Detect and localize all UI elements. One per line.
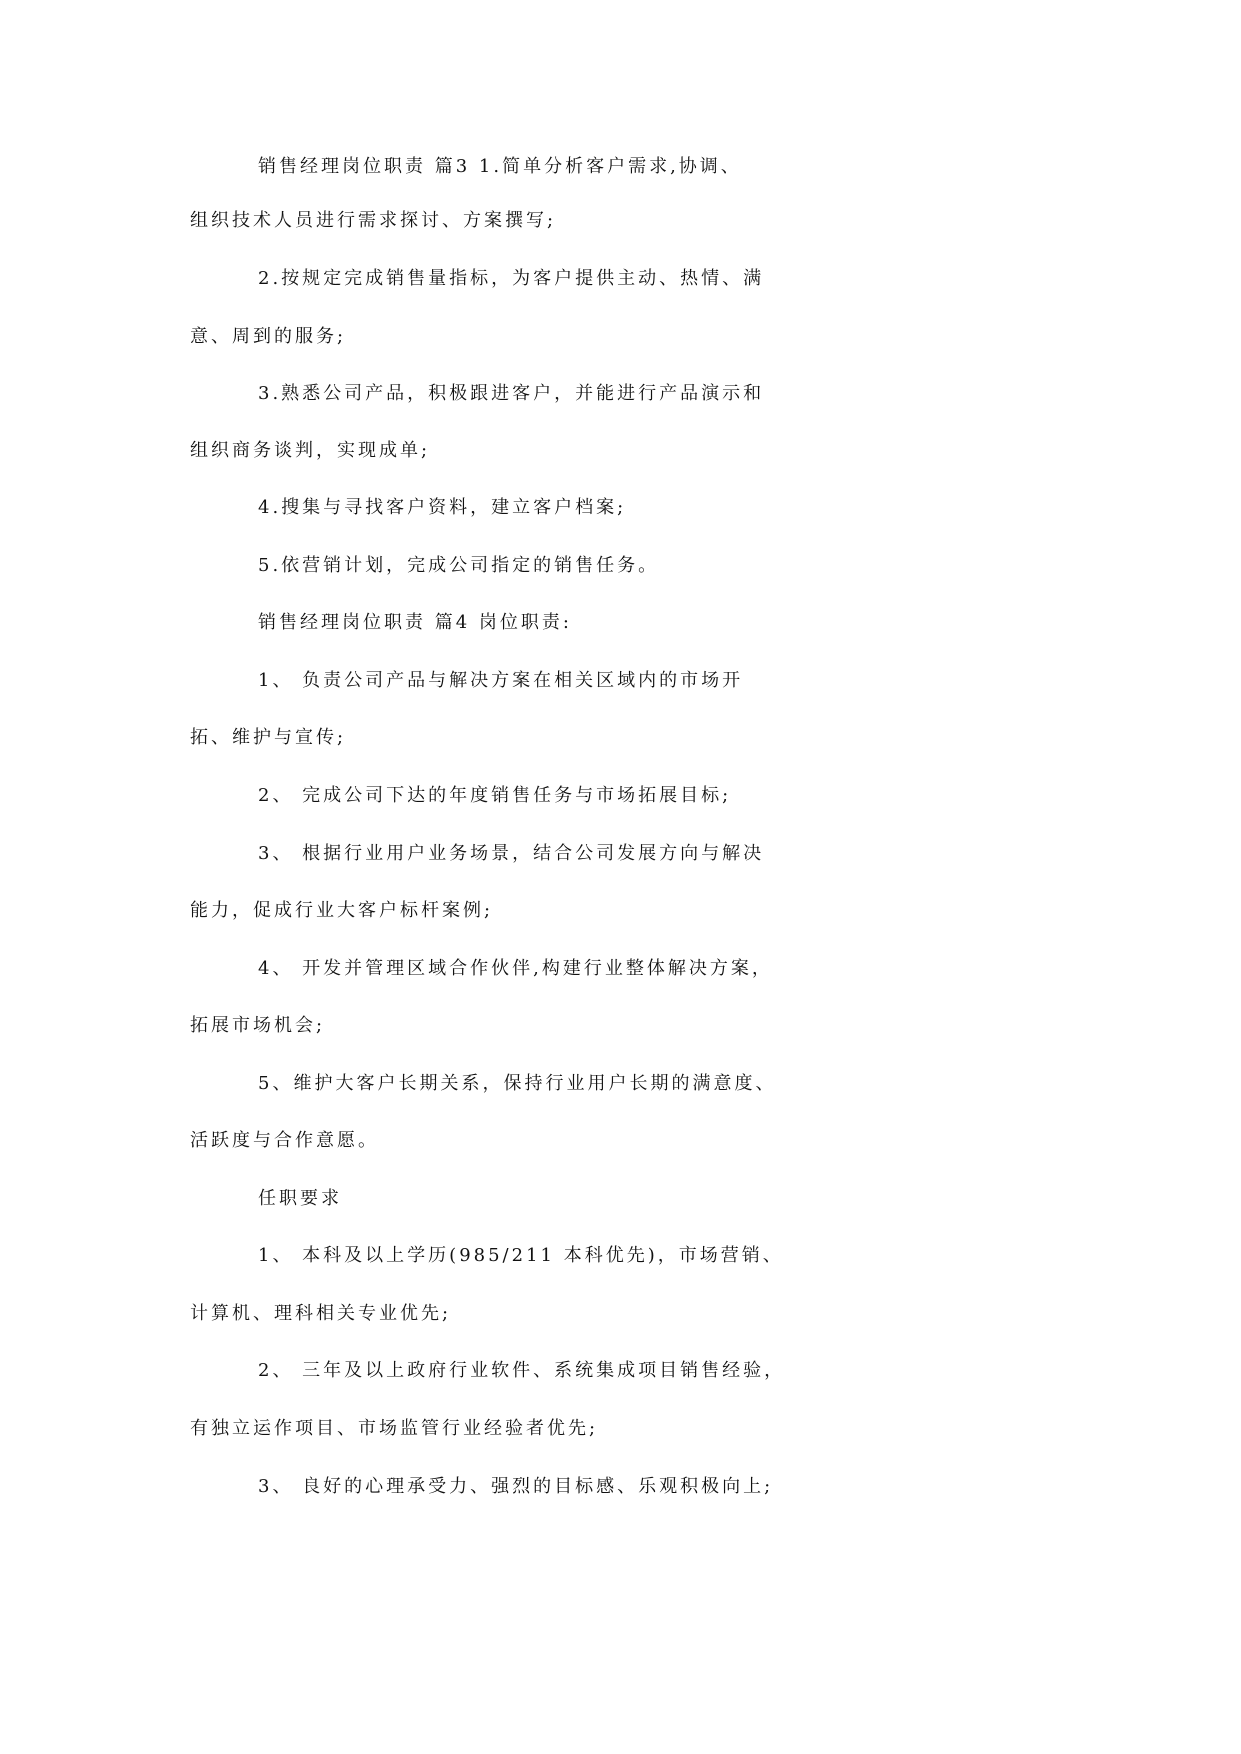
text-line: 组织商务谈判，实现成单; (190, 440, 431, 461)
text-line: 有独立运作项目、市场监管行业经验者优先; (190, 1418, 599, 1439)
text-line: 4、 开发并管理区域合作伙伴,构建行业整体解决方案， (258, 958, 773, 979)
text-line: 1、 本科及以上学历(985/211 本科优先)，市场营销、 (258, 1245, 784, 1266)
text-line: 拓展市场机会; (190, 1015, 326, 1036)
text-line: 销售经理岗位职责 篇3 1.简单分析客户需求,协调、 (258, 156, 742, 177)
text-line: 5、维护大客户长期关系，保持行业用户长期的满意度、 (258, 1073, 777, 1094)
text-line: 4.搜集与寻找客户资料，建立客户档案; (258, 497, 627, 518)
text-line: 3、 良好的心理承受力、强烈的目标感、乐观积极向上; (258, 1476, 774, 1497)
text-line: 2、 三年及以上政府行业软件、系统集成项目销售经验， (258, 1360, 786, 1381)
text-line: 2.按规定完成销售量指标，为客户提供主动、热情、满 (258, 268, 765, 289)
section-heading: 任职要求 (258, 1188, 342, 1209)
text-line: 3、 根据行业用户业务场景，结合公司发展方向与解决 (258, 843, 765, 864)
text-line: 5.依营销计划，完成公司指定的销售任务。 (258, 555, 660, 576)
text-line: 拓、维护与宣传; (190, 727, 347, 748)
text-line: 3.熟悉公司产品，积极跟进客户，并能进行产品演示和 (258, 383, 765, 404)
text-line: 能力，促成行业大客户标杆案例; (190, 900, 494, 921)
text-line: 1、 负责公司产品与解决方案在相关区域内的市场开 (258, 670, 744, 691)
text-line: 组织技术人员进行需求探讨、方案撰写; (190, 210, 557, 231)
text-line: 2、 完成公司下达的年度销售任务与市场拓展目标; (258, 785, 732, 806)
text-line: 计算机、理科相关专业优先; (190, 1303, 452, 1324)
text-line: 意、周到的服务; (190, 326, 347, 347)
text-line: 销售经理岗位职责 篇4 岗位职责: (258, 612, 572, 633)
text-line: 活跃度与合作意愿。 (190, 1130, 379, 1151)
